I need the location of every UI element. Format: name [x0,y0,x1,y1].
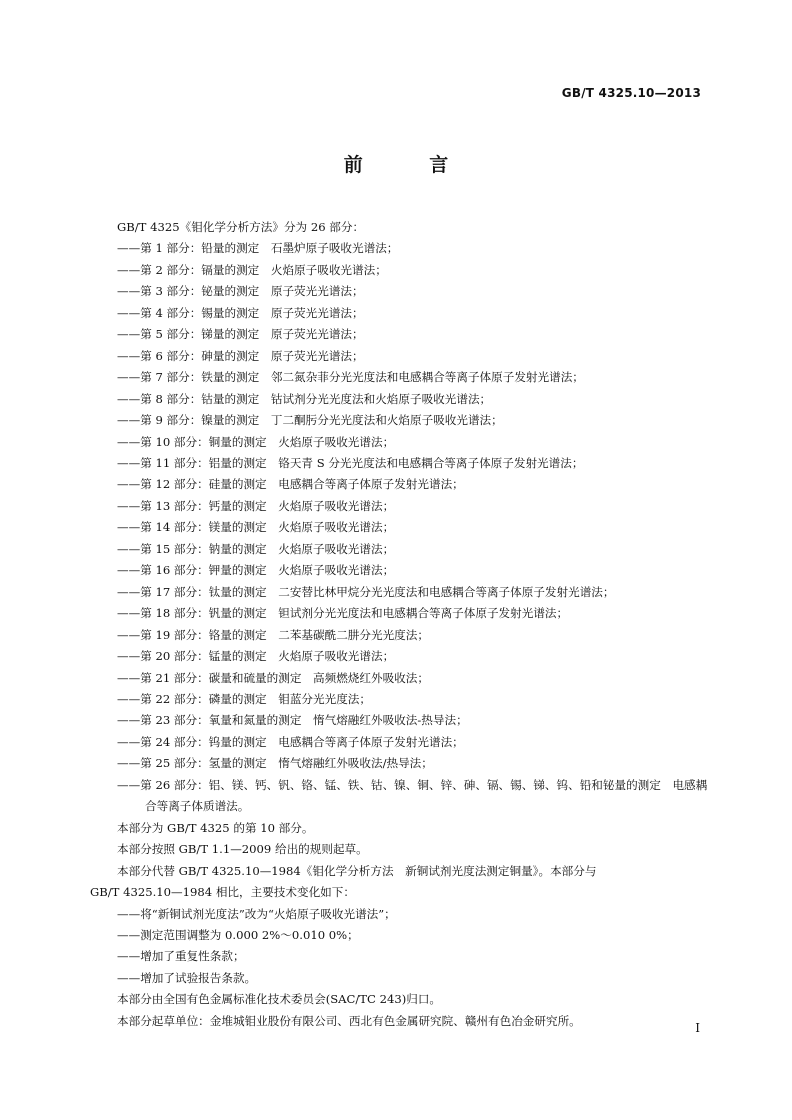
list-item: ——第 10 部分：铜量的测定 火焰原子吸收光谱法； [117,434,395,449]
list-item: ——第 19 部分：铬量的测定 二苯基碳酰二肼分光光度法； [117,627,429,642]
list-item-line: ——第 26 部分：铝、镁、钙、钒、铬、锰、铁、钴、镍、铜、锌、砷、镉、锡、锑、钨、铅和铋量的测定 电感耦 [117,777,708,792]
list-item: ——第 8 部分：钴量的测定 钴试剂分光光度法和火焰原子吸收光谱法； [117,391,492,406]
page-number: I [695,1021,700,1035]
list-item: ——第 15 部分：钠量的测定 火焰原子吸收光谱法； [117,541,395,556]
list-item: ——第 20 部分：锰量的测定 火焰原子吸收光谱法； [117,649,395,664]
list-item-line: 合等离子体质谱法。 [145,799,250,814]
list-item: ——第 14 部分：镁量的测定 火焰原子吸收光谱法； [117,520,395,535]
intro-paragraph: GB/T 4325《钼化学分析方法》分为 26 部分： [117,220,365,234]
list-item: ——第 12 部分：硅量的测定 电感耦合等离子体原子发射光谱法； [117,477,464,492]
part-of-statement: 本部分为 GB/T 4325 的第 10 部分。 [117,820,314,835]
standard-code: GB/T 4325.10—2013 [561,86,701,100]
list-item: ——第 25 部分：氢量的测定 惰气熔融红外吸收法/热导法； [117,756,433,771]
drafting-units-statement: 本部分起草单位：金堆城钼业股份有限公司、西北有色金属研究院、赣州有色冶金研究所。 [117,1013,581,1028]
list-item: ——第 1 部分：铅量的测定 石墨炉原子吸收光谱法； [117,241,399,256]
list-item: ——第 6 部分：砷量的测定 原子荧光光谱法； [117,348,364,363]
list-item: ——第 13 部分：钙量的测定 火焰原子吸收光谱法； [117,498,395,513]
list-item: ——第 22 部分：磷量的测定 钼蓝分光光度法； [117,691,371,706]
list-item: ——第 5 部分：锑量的测定 原子荧光光谱法； [117,327,364,342]
list-item-part-26 [90,775,708,818]
change-item: ——测定范围调整为 0.000 2%～0.010 0%； [117,927,359,942]
page-title: 前 言 [343,154,479,176]
list-item: ——第 24 部分：钨量的测定 电感耦合等离子体原子发射光谱法； [117,734,464,749]
list-item: ——第 21 部分：碳量和硫量的测定 高频燃烧红外吸收法； [117,670,429,685]
change-item: ——将“新铜试剂光度法”改为“火焰原子吸收光谱法”； [117,906,396,921]
list-item: ——第 17 部分：钛量的测定 二安替比林甲烷分光光度法和电感耦合等离子体原子发射光谱法； [117,584,615,599]
proposed-by-statement: 本部分由全国有色金属标准化技术委员会(SAC/TC 243)归口。 [117,992,442,1007]
list-item: ——第 16 部分：钾量的测定 火焰原子吸收光谱法； [117,563,395,578]
list-item: ——第 11 部分：铝量的测定 铬天青 S 分光光度法和电感耦合等离子体原子发射光谱法； [117,455,584,470]
change-item: ——增加了试验报告条款。 [117,970,257,985]
replaces-statement-continued: GB/T 4325.10—1984 相比，主要技术变化如下： [90,885,355,900]
list-item: ——第 18 部分：钒量的测定 钽试剂分光光度法和电感耦合等离子体原子发射光谱法； [117,606,569,621]
change-item: ——增加了重复性条款； [117,949,245,964]
list-item: ——第 23 部分：氧量和氮量的测定 惰气熔融红外吸收法-热导法； [117,713,468,728]
drafting-rules-statement: 本部分按照 GB/T 1.1—2009 给出的规则起草。 [117,842,368,857]
list-item: ——第 7 部分：铁量的测定 邻二氮杂菲分光光度法和电感耦合等离子体原子发射光谱法； [117,370,584,385]
foreword-body [90,217,708,1032]
list-item: ——第 2 部分：镉量的测定 火焰原子吸收光谱法； [117,262,387,277]
list-item: ——第 3 部分：铋量的测定 原子荧光光谱法； [117,284,364,299]
list-item: ——第 4 部分：锡量的测定 原子荧光光谱法； [117,305,364,320]
replaces-statement: 本部分代替 GB/T 4325.10—1984《钼化学分析方法 新铜试剂光度法测定铜量》。本部分与 [117,863,597,878]
list-item: ——第 9 部分：镍量的测定 丁二酮肟分光光度法和火焰原子吸收光谱法； [117,413,503,428]
